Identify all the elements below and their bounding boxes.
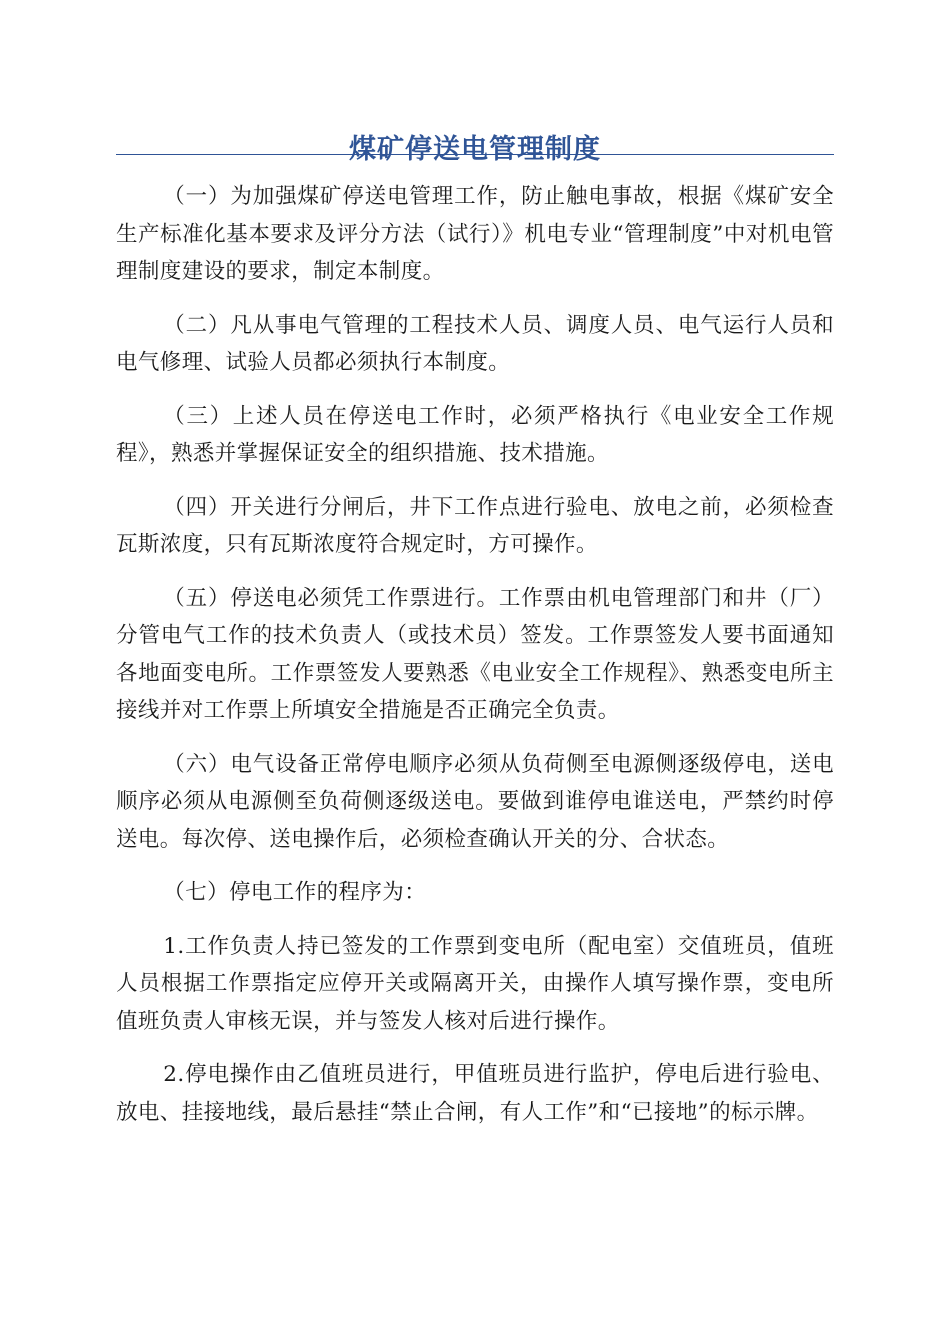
paragraph-8: 1.工作负责人持已签发的工作票到变电所（配电室）交值班员，值班人员根据工作票指定应停开关或隔离开关，由操作人填写操作票，变电所值班负责人审核无误，并与签发人核对后进行操作。 (116, 933, 834, 1034)
title-underline (116, 154, 834, 155)
paragraph-5: （五）停送电必须凭工作票进行。工作票由机电管理部门和井（厂）分管电气工作的技术负责人（或技术员）签发。工作票签发人要书面通知各地面变电所。工作票签发人要熟悉《电业安全工作规程》、熟悉变电所主接线并对工作票上所填安全措施是否正确完全负责。 (116, 585, 834, 723)
paragraph-9: 2.停电操作由乙值班员进行，甲值班员进行监护，停电后进行验电、放电、挂接地线，最后悬挂“禁止合闸，有人工作”和“已接地”的标示牌。 (116, 1062, 834, 1125)
document-body (116, 178, 834, 1147)
paragraph-4: （四）开关进行分闸后，井下工作点进行验电、放电之前，必须检查瓦斯浓度，只有瓦斯浓度符合规定时，方可操作。 (116, 494, 834, 557)
paragraph-6: （六）电气设备正常停电顺序必须从负荷侧至电源侧逐级停电，送电顺序必须从电源侧至负荷侧逐级送电。要做到谁停电谁送电，严禁约时停送电。每次停、送电操作后，必须检查确认开关的分、合状态。 (116, 751, 834, 852)
paragraph-1: （一）为加强煤矿停送电管理工作，防止触电事故，根据《煤矿安全生产标准化基本要求及评分方法（试行）》机电专业“管理制度”中对机电管理制度建设的要求，制定本制度。 (116, 184, 834, 284)
document-title: 煤矿停送电管理制度 (349, 134, 601, 166)
paragraph-7: （七）停电工作的程序为： (163, 880, 427, 905)
paragraph-2: （二）凡从事电气管理的工程技术人员、调度人员、电气运行人员和电气修理、试验人员都必须执行本制度。 (116, 312, 834, 375)
paragraph-3: （三）上述人员在停送电工作时，必须严格执行《电业安全工作规程》，熟悉并掌握保证安全的组织措施、技术措施。 (116, 403, 834, 466)
